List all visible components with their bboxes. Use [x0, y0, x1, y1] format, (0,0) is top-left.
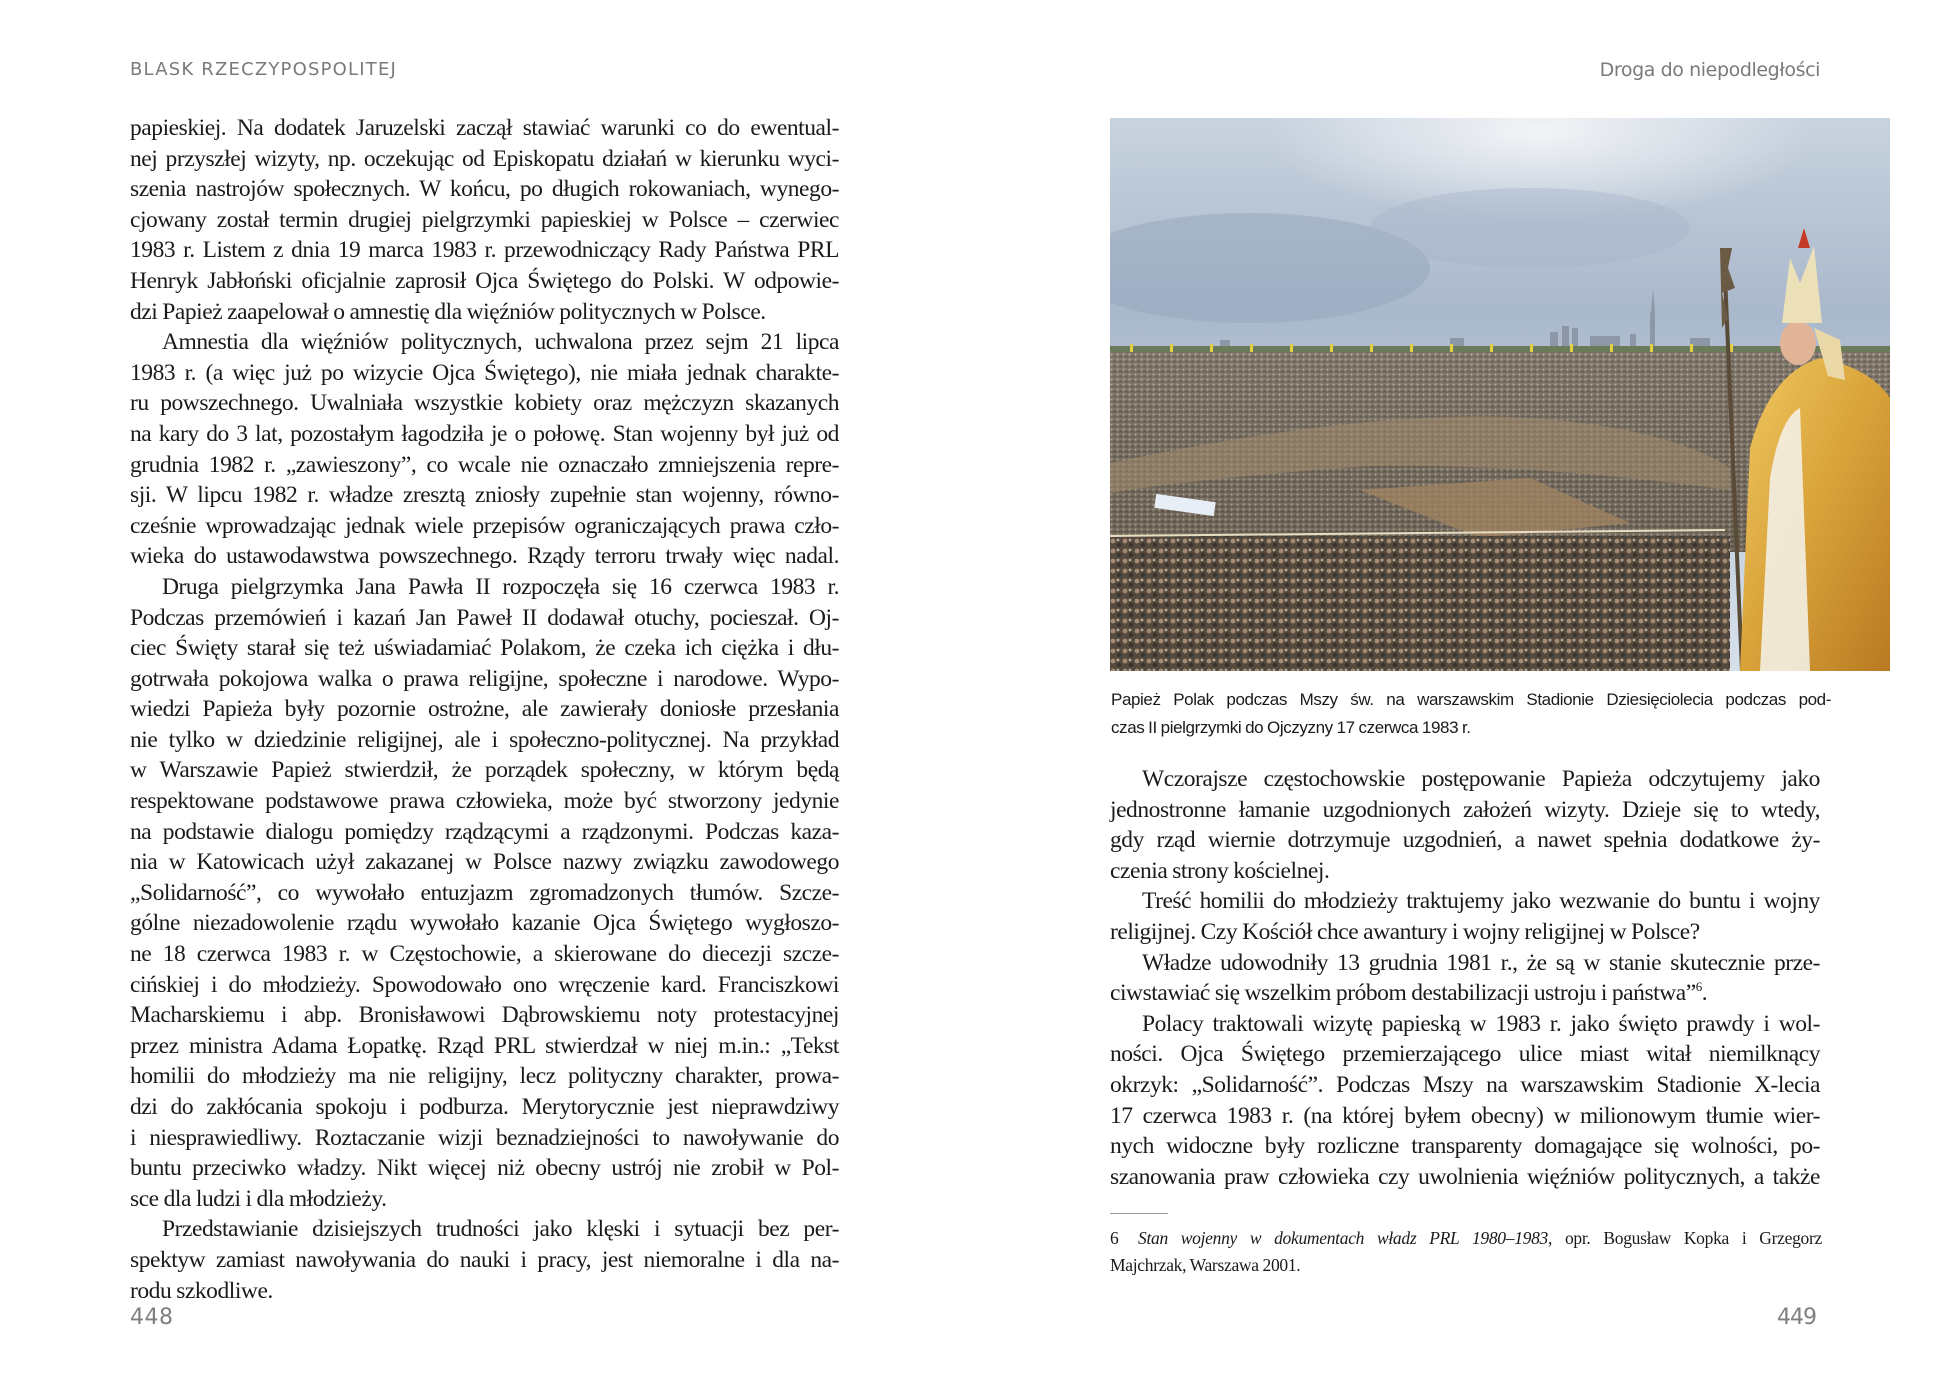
text-line: religijnej. Czy Kościół chce awantury i wojny religijnej w Polsce? — [1110, 918, 1700, 945]
text-line: czenia strony kościelnej. — [1110, 857, 1330, 884]
caption-line: Papież Polak podczas Mszy św. na warszawskim Stadionie Dziesięciolecia podczas pod- — [1111, 690, 1831, 709]
text-line: i niesprawiedliwy. Roztaczanie wizji beznadziejności to nawoływanie do — [130, 1124, 839, 1151]
running-head-chapter-title: Droga do niepodległości — [1599, 59, 1820, 81]
text-line: homilii do młodzieży ma nie religijny, lecz polityczny charakter, prowa- — [130, 1063, 839, 1090]
footnote-reference[interactable]: 6 — [1695, 979, 1702, 995]
text-line: sce dla ludzi i dla młodzieży. — [130, 1185, 387, 1212]
text-line: nych widoczne były rozliczne transparenty domagające się wolności, po- — [1110, 1133, 1820, 1160]
text-line: jednostronne łamanie uzgodnionych założeń wizyty. Dzieje się to wtedy, — [1110, 796, 1820, 823]
text-line: buntu przeciwko władzy. Nikt więcej niż obecny ustrój nie zrobił w Pol- — [130, 1155, 839, 1182]
text-line: wiedzi Papieża były pozornie ostrożne, ale zawierały doniosłe przesłania — [130, 696, 839, 723]
footnote-line — [1110, 1225, 1822, 1252]
text-line: Amnestia dla więźniów politycznych, uchwalona przez sejm 21 lipca — [162, 329, 839, 356]
text-line: Druga pielgrzymka Jana Pawła II rozpoczęła się 16 czerwca 1983 r. — [162, 573, 839, 600]
pope-stadium-photo — [1110, 118, 1890, 671]
text-line: gólne niezadowolenie rządu wywołało kazanie Ojca Świętego wygłoszo- — [130, 910, 839, 937]
text-line: Polacy traktowali wizytę papieską w 1983 r. jako święto prawdy i wol- — [1142, 1010, 1820, 1037]
text-line: na podstawie dialogu pomiędzy rządzącymi a rządzonymi. Podczas kaza- — [130, 818, 839, 845]
text-line: cińskiej i do młodzieży. Spowodowało ono wręczenie kard. Franciszkowi — [130, 971, 839, 998]
text-line: okrzyk: „Solidarność”. Podczas Mszy na warszawskim Stadionie X-lecia — [1110, 1071, 1820, 1098]
footnote-source-details: , opr. Bogusław Kopka i Grzegorz — [1548, 1228, 1822, 1248]
text-line-content: ciwstawiać się wszelkim próbom destabilizacji ustroju i państwa” — [1110, 980, 1696, 1007]
text-line: dzi do zakłócania spokoju i podburza. Merytorycznie jest nieprawdziwy — [130, 1094, 839, 1120]
text-line: respektowane podstawowe prawa człowieka, może być stworzony jedynie — [130, 788, 839, 815]
text-line: rodu szkodliwe. — [130, 1277, 273, 1304]
text-line: nia w Katowicach użył zakazanej w Polsce nazwy związku zawodowego — [130, 849, 839, 876]
text-line: 1983 r. Listem z dnia 19 marca 1983 r. przewodniczący Rady Państwa PRL — [130, 237, 839, 264]
footnote-separator — [1110, 1213, 1168, 1214]
text-line: Henryk Jabłoński oficjalnie zaprosił Ojca Świętego do Polski. W odpowie- — [130, 267, 839, 294]
text-line: nej przyszłej wizyty, np. oczekując od Episkopatu działań w kierunku wyci- — [130, 145, 839, 172]
running-head-book-title: BLASK RZECZYPOSPOLITEJ — [130, 59, 398, 80]
text-line: cjowany został termin drugiej pielgrzymki papieskiej w Polsce – czerwiec — [130, 206, 839, 233]
text-line: Macharskiemu i abp. Bronisławowi Dąbrowskiemu noty protestacyjnej — [130, 1002, 839, 1029]
text-line: sji. W lipcu 1982 r. władze zresztą zniosły zupełnie stan wojenny, równo- — [130, 482, 839, 509]
text-line: ciec Święty starał się też uświadamiać Polakom, że czeka ich ciężka i dłu- — [130, 635, 839, 662]
text-line: 17 czerwca 1983 r. (na której byłem obecny) w milionowym tłumie wier- — [1110, 1102, 1820, 1129]
text-line: Wczorajsze częstochowskie postępowanie Papieża odczytujemy jako — [1142, 766, 1820, 792]
text-line: spektyw zamiast nawoływania do nauki i pracy, jest niemoralne i dla na- — [130, 1246, 839, 1273]
text-line: ne 18 czerwca 1983 r. w Częstochowie, a skierowane do diecezji szcze- — [130, 941, 839, 968]
footnote-source-title: Stan wojenny w dokumentach władz PRL 1980–1983 — [1138, 1228, 1549, 1248]
text-line: Podczas przemówień i kazań Jan Paweł II dodawał otuchy, pocieszał. Oj- — [130, 604, 839, 631]
footnote-6 — [1110, 1225, 1822, 1279]
text-line: ru powszechnego. Uwalniała wszystkie kobiety oraz mężczyzn skazanych — [130, 390, 839, 417]
text-line: dzi Papież zaapelował o amnestię dla więźniów politycznych w Polsce. — [130, 298, 766, 325]
text-line: Przedstawianie dzisiejszych trudności jako klęski i sytuacji bez per- — [162, 1216, 839, 1243]
text-line: ności. Ojca Świętego przemierzającego ulice miast witał niemilknący — [1110, 1041, 1820, 1068]
text-line: „Solidarność”, co wywołało entuzjazm zgromadzonych tłumów. Szcze- — [130, 879, 839, 906]
footnote-number: 6 — [1110, 1228, 1119, 1248]
text-line: nie tylko w dziedzinie religijnej, ale i społeczno-politycznej. Na przykład — [130, 726, 839, 753]
left-page-body — [130, 113, 839, 1306]
text-line: Treść homilii do młodzieży traktujemy jako wezwanie do buntu i wojny — [1142, 888, 1820, 915]
text-line: wieka do ustawodawstwa powszechnego. Rządy terroru trwały więc nadal. — [130, 543, 839, 570]
text-line: papieskiej. Na dodatek Jaruzelski zaczął stawiać warunki co do ewentual- — [130, 115, 839, 141]
footnote-line: Majchrzak, Warszawa 2001. — [1110, 1255, 1301, 1275]
text-line: cześnie wprowadzając jednak wiele przepisów ograniczających prawa czło- — [130, 512, 839, 539]
photo-illustration — [1110, 118, 1890, 671]
text-line: Władze udowodniły 13 grudnia 1981 r., że są w stanie skutecznie prze- — [1142, 949, 1820, 976]
text-line: grudnia 1982 r. „zawieszony”, co wcale nie oznaczało zmniejszenia repre- — [130, 451, 839, 478]
text-line: na kary do 3 lat, pozostałym łagodziła je o połowę. Stan wojenny był już od — [130, 420, 839, 447]
page-number-left: 448 — [130, 1305, 174, 1330]
text-line: 1983 r. (a więc już po wizycie Ojca Świętego), nie miała jednak charakte- — [130, 359, 839, 386]
page-number-right: 449 — [1777, 1305, 1816, 1330]
punctuation: . — [1701, 980, 1708, 1007]
text-line: szanowania praw człowieka czy uwolnienia więźniów politycznych, a także — [1110, 1163, 1820, 1190]
text-line: szenia nastrojów społecznych. W końcu, po długich rokowaniach, wynego- — [130, 176, 839, 203]
text-line: gdy rząd wiernie dotrzymuje uzgodnień, a nawet spełnia dodatkowe ży- — [1110, 827, 1820, 854]
right-page-body — [1110, 764, 1820, 1192]
text-line: gotrwała pokojowa walka o prawa religijne, społeczne i narodowe. Wypo- — [130, 665, 839, 692]
photo-caption — [1111, 686, 1831, 742]
text-line-with-footnote — [1110, 978, 1820, 1009]
text-line: przez ministra Adama Łopatkę. Rząd PRL stwierdzał w niej m.in.: „Tekst — [130, 1032, 839, 1059]
caption-line: czas II pielgrzymki do Ojczyzny 17 czerwca 1983 r. — [1111, 718, 1471, 737]
text-line: w Warszawie Papież stwierdził, że porządek społeczny, w którym będą — [130, 757, 839, 784]
